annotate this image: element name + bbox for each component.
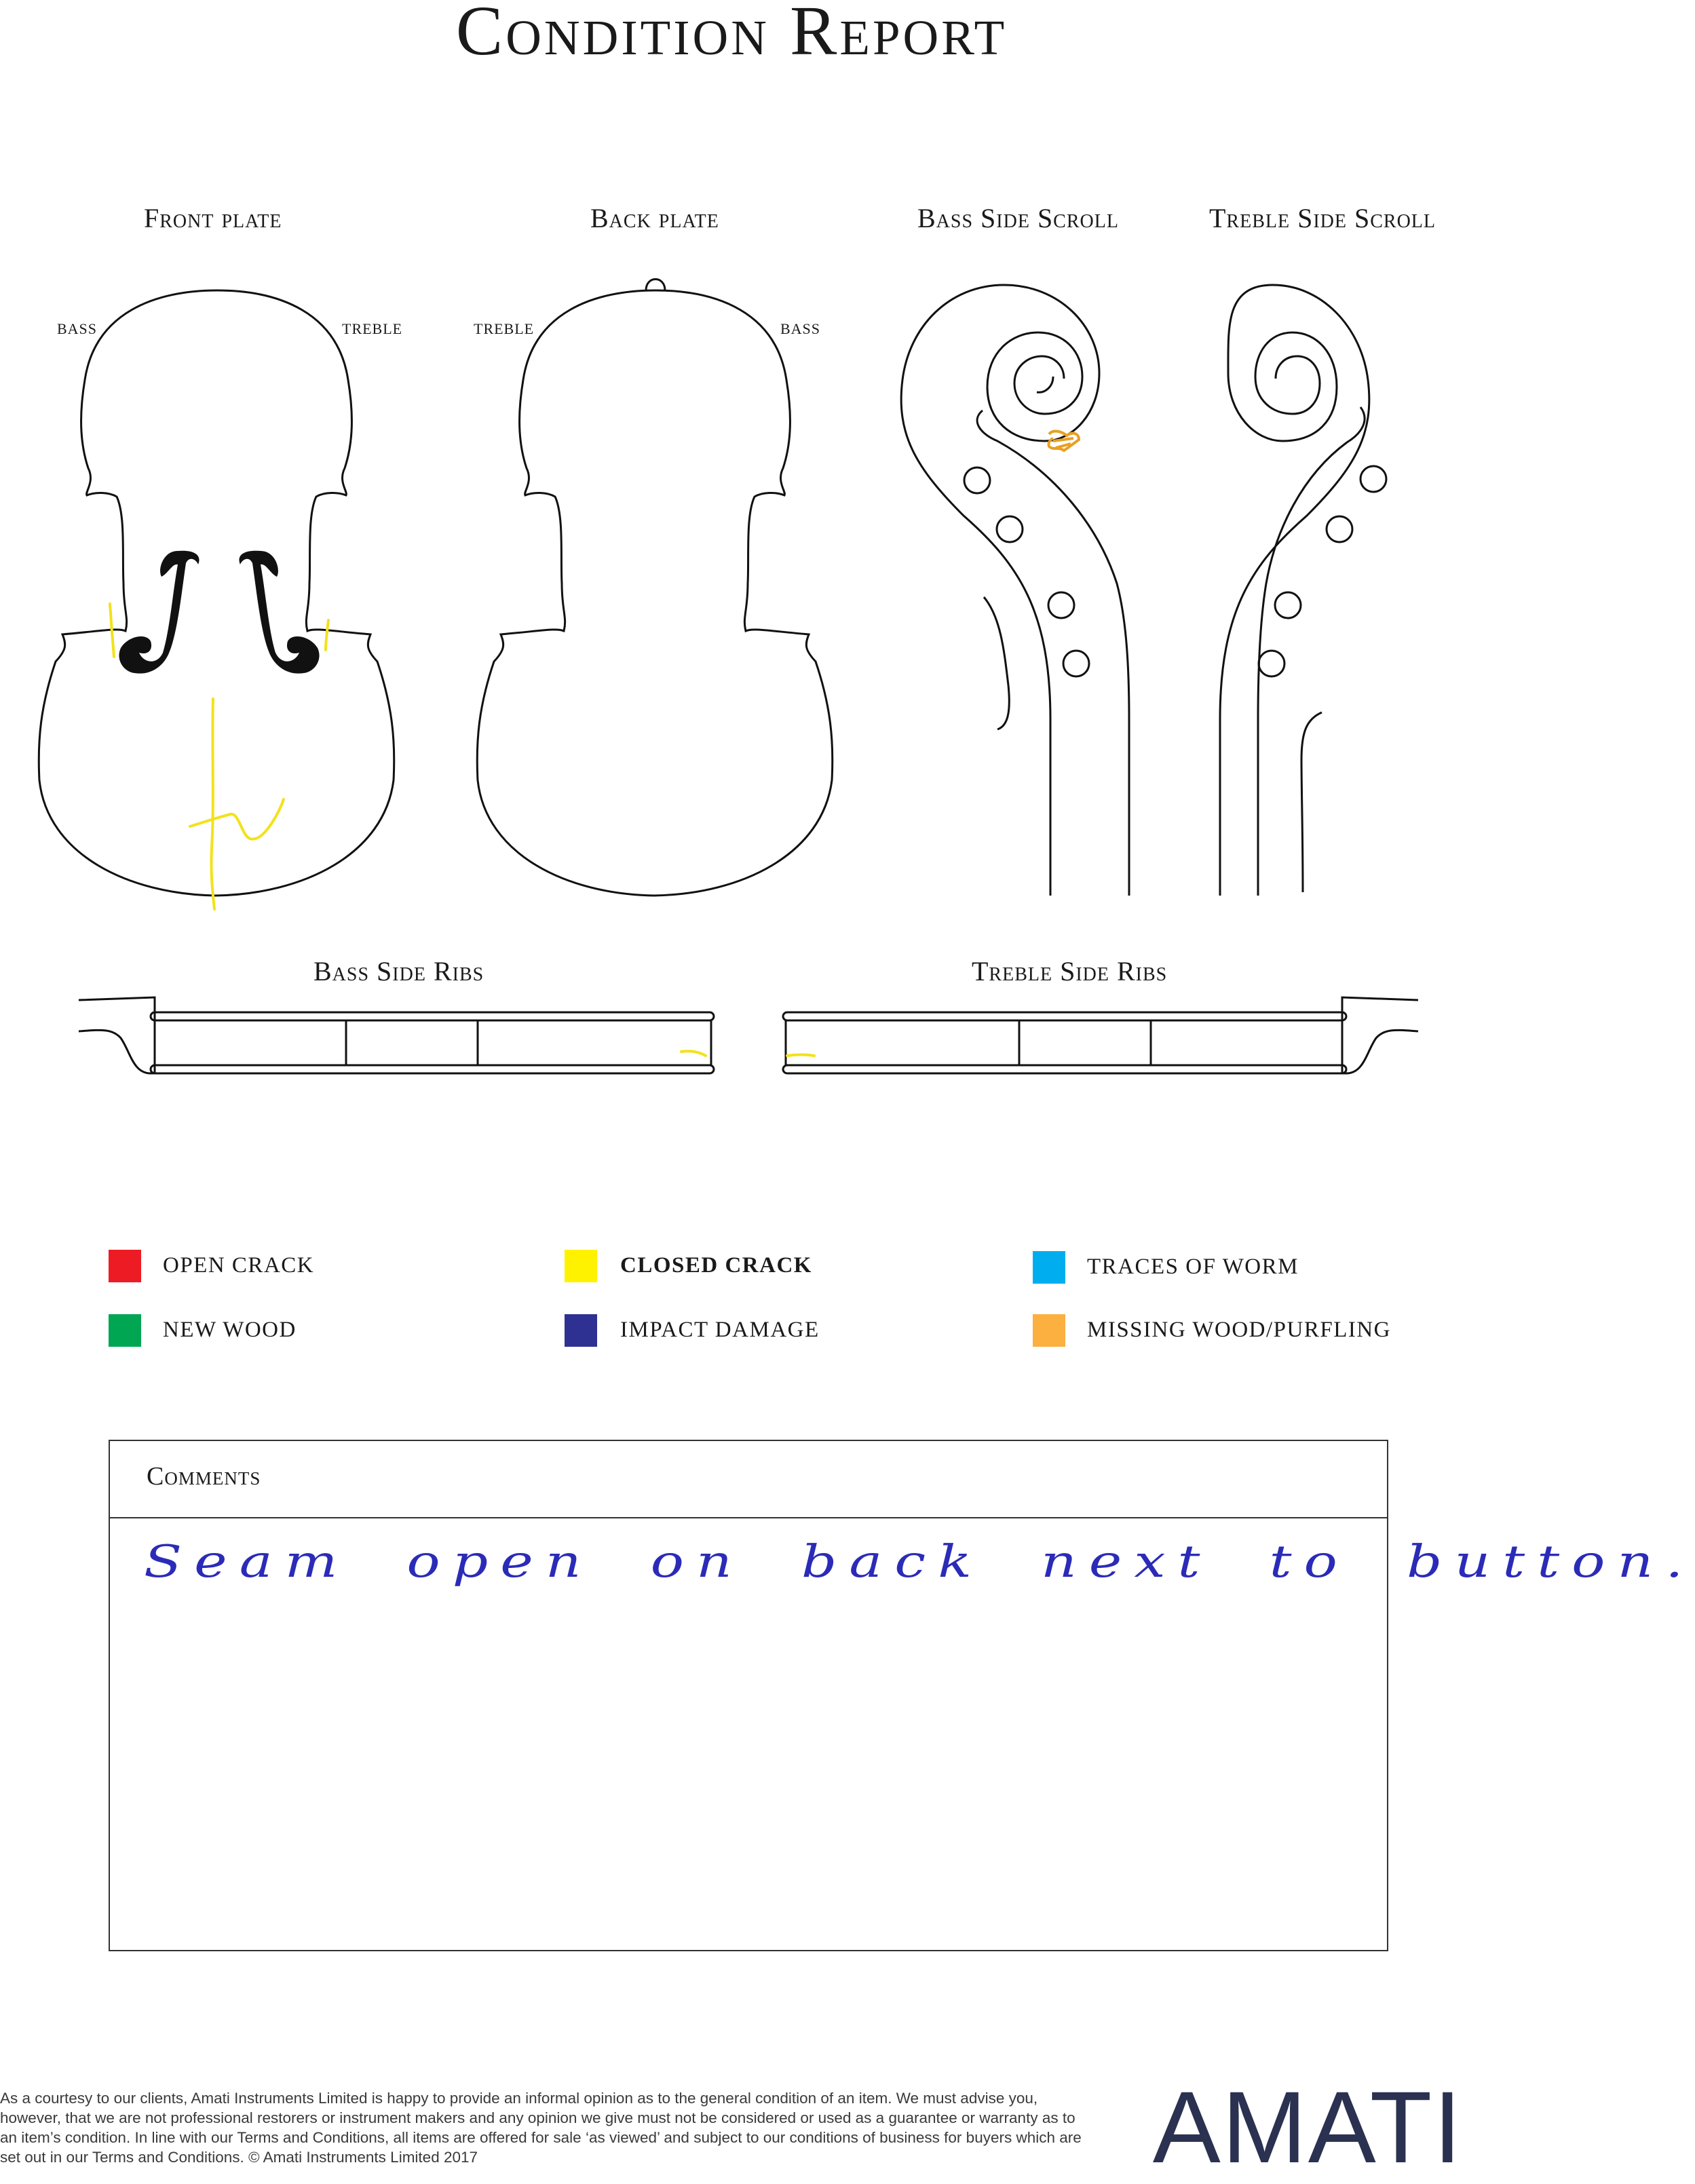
impact-damage-swatch — [565, 1314, 597, 1347]
disclaimer-text: As a courtesy to our clients, Amati Instruments Limited is happy to provide an informal opinion as to the general condition of an item. We must advise you, however, that we are not professional restorers or instrument makers and any opinion we give must not be considered or used as a guarantee or warranty as to an item’s condition. In line with our Terms and Conditions, all items are offered for sale ‘as viewed’ and subject to our conditions of business for buyers which are set out in our Terms and Conditions. © Amati Instruments Limited 2017 — [0, 2090, 1082, 2166]
bass-scroll-outline — [901, 285, 1099, 896]
closed-crack-markings — [110, 604, 814, 1056]
treble-side-ribs-label: Treble Side Ribs — [972, 956, 1168, 986]
closed-crack-swatch — [565, 1250, 597, 1282]
treble-scroll-outline — [1220, 285, 1369, 896]
f-holes — [119, 551, 319, 674]
bass-side-scroll-label: Bass Side Scroll — [917, 203, 1119, 233]
comments-box — [109, 1440, 1695, 1951]
back-treble-label: TREBLE — [474, 320, 535, 337]
back-plate-label: Back plate — [590, 203, 719, 233]
page-title: Condition Report — [455, 0, 1008, 70]
bass-scroll-chin — [984, 597, 1009, 729]
closed-crack-label: CLOSED CRACK — [620, 1253, 812, 1278]
front-treble-label: TREBLE — [342, 320, 403, 337]
missing-wood-swatch — [1033, 1314, 1065, 1347]
traces-of-worm-swatch — [1033, 1251, 1065, 1284]
treble-ribs-drawing — [783, 997, 1418, 1073]
bass-scroll-inner — [977, 410, 1129, 896]
bass-ribs-drawing — [79, 997, 714, 1073]
impact-damage-label: IMPACT DAMAGE — [620, 1318, 820, 1342]
comments-title: Comments — [147, 1462, 261, 1491]
front-bass-label: BASS — [57, 320, 98, 337]
comments-handwritten-text: Seam open on back next to button. — [144, 1536, 1695, 1588]
bass-side-ribs-label: Bass Side Ribs — [313, 956, 484, 986]
front-plate-label: Front plate — [144, 203, 282, 233]
missing-wood-label: MISSING WOOD/PURFLING — [1087, 1318, 1392, 1342]
traces-of-worm-label: TRACES OF WORM — [1087, 1254, 1299, 1279]
back-plate-outline — [477, 290, 833, 896]
open-crack-swatch — [109, 1250, 141, 1282]
violin-diagrams — [0, 0, 1463, 1153]
treble-side-scroll-label: Treble Side Scroll — [1209, 203, 1436, 233]
back-button — [646, 280, 665, 291]
new-wood-swatch — [109, 1314, 141, 1347]
front-plate-outline — [39, 290, 394, 896]
new-wood-label: NEW WOOD — [163, 1318, 297, 1342]
back-bass-label: BASS — [780, 320, 821, 337]
missing-wood-marking — [1048, 432, 1079, 451]
amati-logo: AMATI — [1152, 2070, 1463, 2184]
comments-header — [110, 1441, 1387, 1518]
open-crack-label: OPEN CRACK — [163, 1253, 315, 1278]
